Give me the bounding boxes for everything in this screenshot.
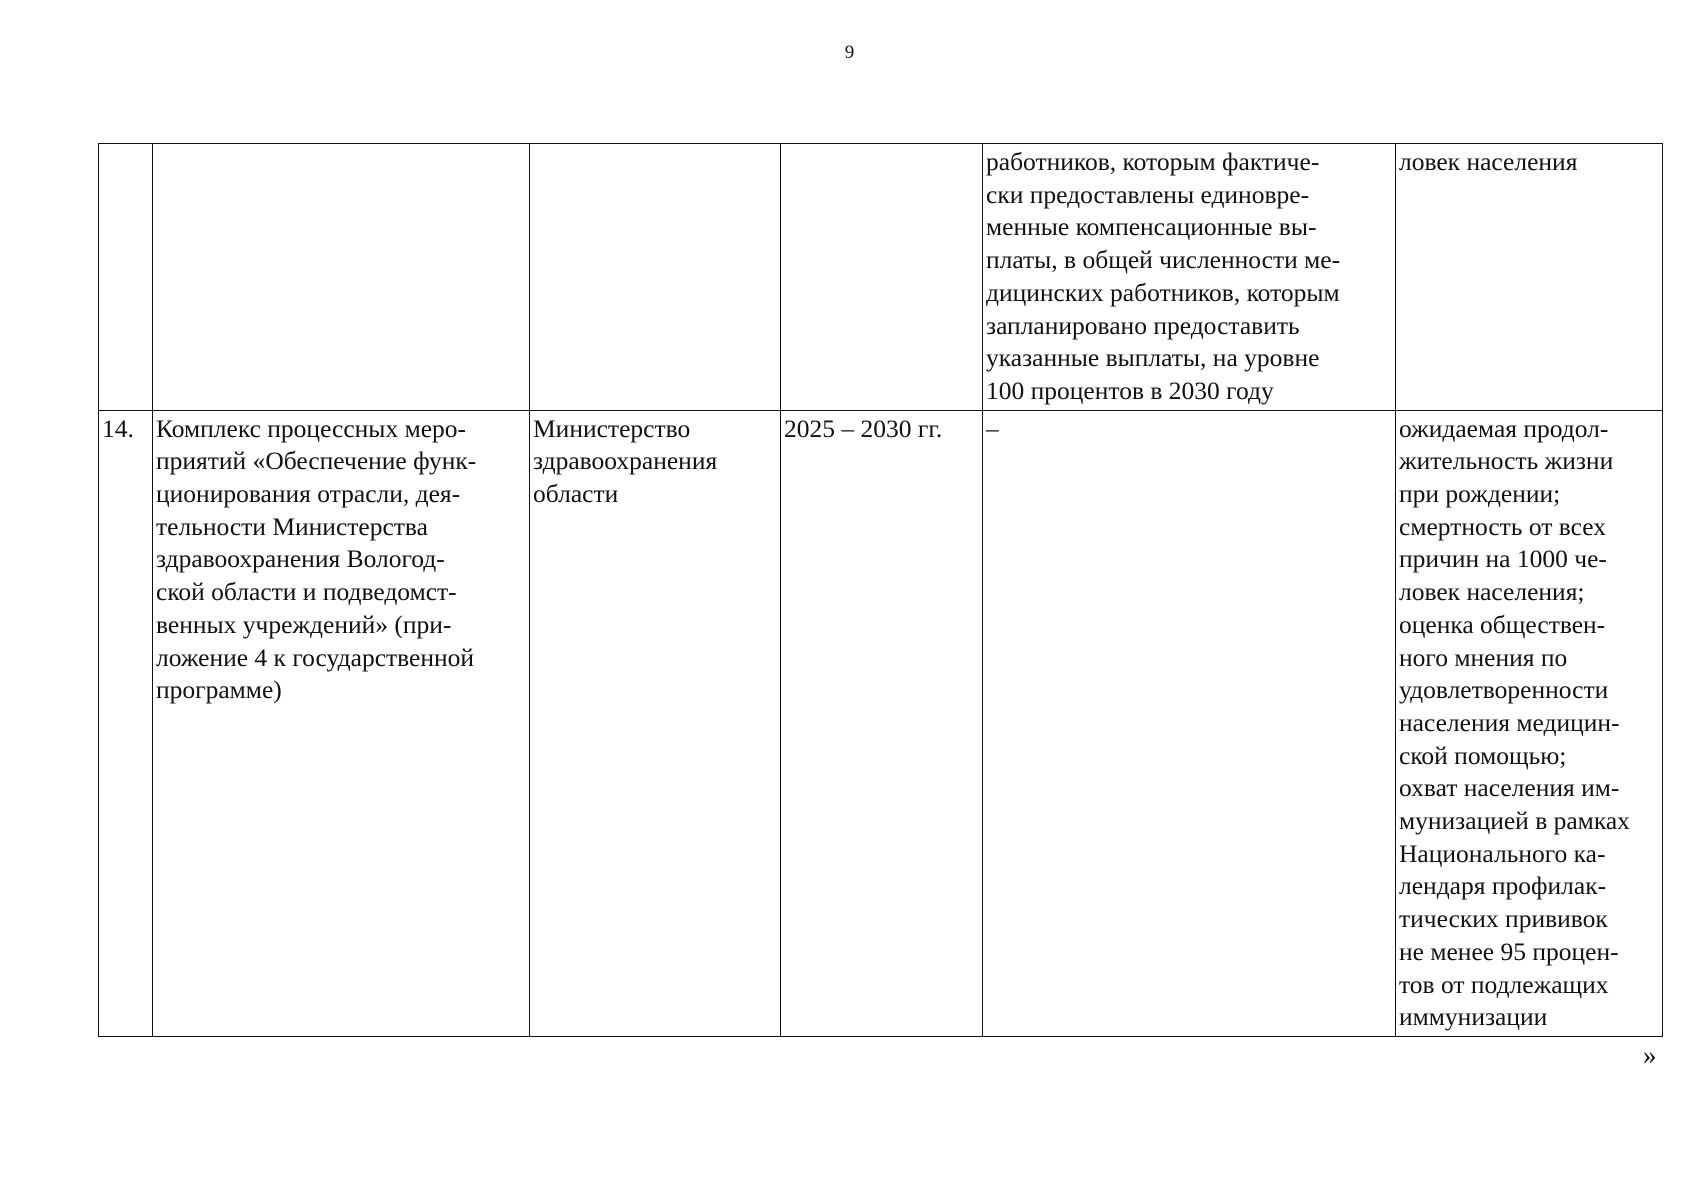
name-line: Комплекс процессных меро-: [156, 413, 467, 443]
result-line: запланировано предоставить: [986, 310, 1300, 340]
table-row: [99, 144, 1663, 411]
responsible-line: Министерство: [533, 413, 691, 443]
page-number: 9: [844, 42, 855, 63]
name-line: программе): [156, 675, 282, 705]
result-line: ски предоставлены единовре-: [986, 179, 1310, 209]
indicator-line: смертность от всех: [1399, 511, 1607, 541]
name-line: приятий «Обеспечение функ-: [156, 446, 477, 476]
cell-result: [983, 410, 1396, 1036]
result-line: платы, в общей численности ме-: [986, 245, 1341, 275]
table-row: [99, 410, 1663, 1036]
responsible-line: здравоохранения: [533, 446, 718, 476]
cell-period: [781, 144, 983, 411]
cell-responsible: [530, 144, 781, 411]
result-line: работников, которым фактиче-: [986, 147, 1320, 176]
indicator-line: лендаря профилак-: [1399, 871, 1607, 901]
indicator-line: при рождении;: [1399, 479, 1561, 509]
result-line: указанные выплаты, на уровне: [986, 343, 1320, 373]
responsible-line: области: [533, 479, 619, 509]
result-line: менные компенсационные вы-: [986, 212, 1317, 242]
indicator-line: населения медицин-: [1399, 707, 1620, 737]
name-line: ционирования отрасли, дея-: [156, 479, 461, 509]
indicator-line: иммунизации: [1399, 1002, 1548, 1032]
indicator-line: ожидаемая продол-: [1399, 413, 1609, 443]
cell-indicators: [1396, 410, 1663, 1036]
cell-name: [153, 410, 530, 1036]
indicator-line: удовлетворенности: [1399, 675, 1609, 705]
result-line: –: [986, 413, 999, 443]
cell-result: [983, 144, 1396, 411]
closing-quote: »: [1643, 1040, 1657, 1070]
indicator-line: мунизацией в рамках: [1399, 806, 1630, 836]
name-line: тельности Министерства: [156, 511, 428, 541]
indicator-line: охват населения им-: [1399, 773, 1620, 803]
program-table: [98, 143, 1663, 1037]
cell-period: [781, 410, 983, 1036]
name-line: венных учреждений» (при-: [156, 609, 452, 639]
cell-name: [153, 144, 530, 411]
indicator-line: тов от подлежащих: [1399, 969, 1609, 999]
cell-number: [99, 144, 153, 411]
cell-number: [99, 410, 153, 1036]
indicator-line: жительность жизни: [1399, 446, 1614, 476]
period-text: 2025 – 2030 гг.: [784, 413, 943, 443]
indicator-line: Национального ка-: [1399, 838, 1606, 868]
cell-responsible: [530, 410, 781, 1036]
indicator-line: ного мнения по: [1399, 642, 1568, 672]
row-number: 14.: [102, 413, 134, 443]
indicator-line: оценка обществен-: [1399, 609, 1606, 639]
indicator-line: не менее 95 процен-: [1399, 936, 1619, 966]
name-line: ложение 4 к государственной: [156, 642, 475, 672]
indicator-line: тических прививок: [1399, 904, 1608, 934]
indicator-line: причин на 1000 че-: [1399, 544, 1607, 574]
indicator-line: ловек населения: [1399, 147, 1578, 176]
indicator-line: ской помощью;: [1399, 740, 1567, 770]
name-line: здравоохранения Вологод-: [156, 544, 445, 574]
cell-indicators: [1396, 144, 1663, 411]
name-line: ской области и подведомст-: [156, 577, 457, 607]
result-line: дицинских работников, которым: [986, 277, 1340, 307]
indicator-line: ловек населения;: [1399, 577, 1585, 607]
result-line: 100 процентов в 2030 году: [986, 375, 1274, 405]
